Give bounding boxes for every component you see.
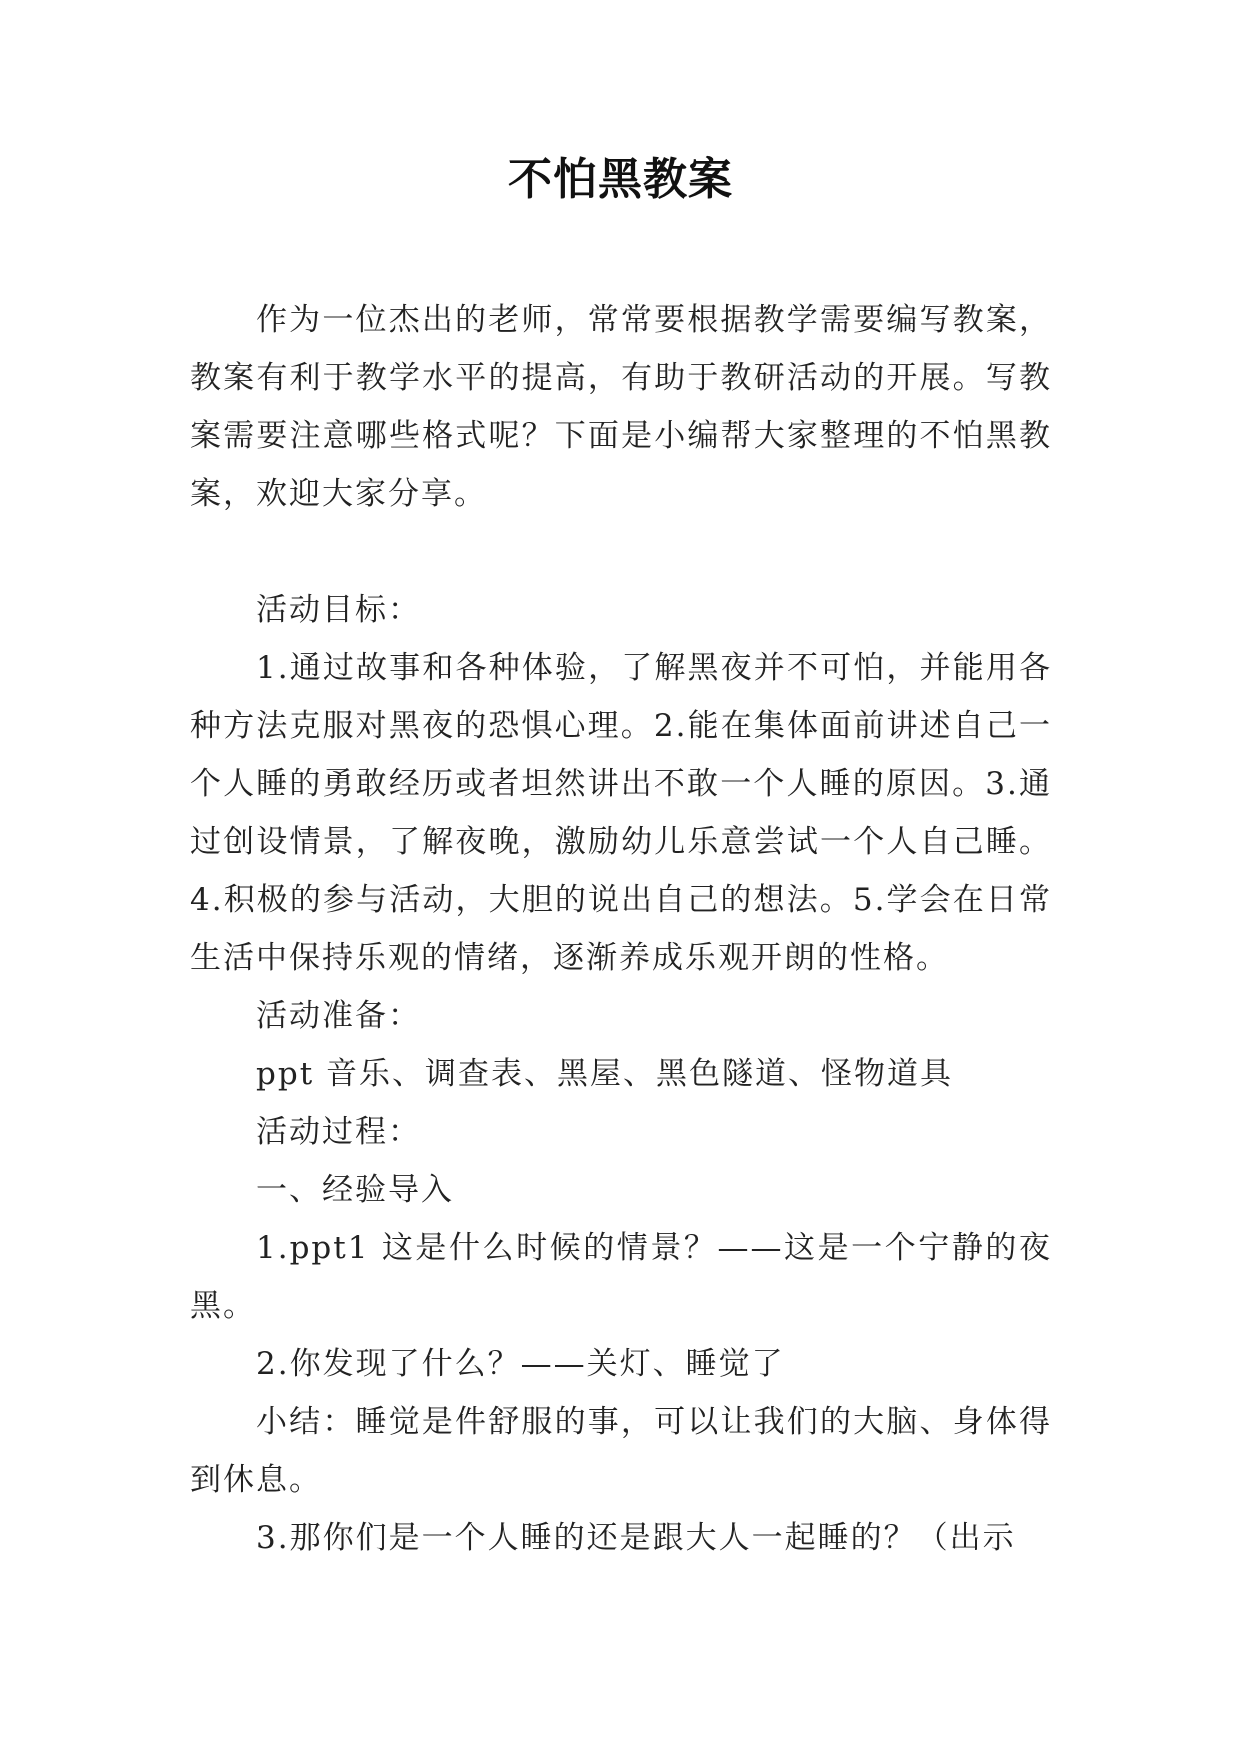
section-heading-goals: 活动目标：	[256, 592, 421, 628]
preparation-paragraph: ppt 音乐、调查表、黑屋、黑色隧道、怪物道具	[256, 1056, 953, 1092]
process-item-3: 3.那你们是一个人睡的还是跟大人一起睡的？（出示	[256, 1520, 1016, 1556]
process-item-2: 2.你发现了什么？——关灯、睡觉了	[256, 1346, 785, 1382]
summary-paragraph: 小结：睡觉是件舒服的事，可以让我们的大脑、身体得到休息。	[190, 1404, 1052, 1498]
paragraph-spacer	[190, 523, 1052, 581]
process-item-1: 1.ppt1 这是什么时候的情景？——这是一个宁静的夜黑。	[190, 1230, 1052, 1324]
document-body	[190, 291, 1052, 1567]
section-heading-preparation: 活动准备：	[256, 998, 421, 1034]
intro-paragraph: 作为一位杰出的老师，常常要根据教学需要编写教案，教案有利于教学水平的提高，有助于教研活动的开展。写教案需要注意哪些格式呢？下面是小编帮大家整理的不怕黑教案，欢迎大家分享。	[190, 302, 1052, 512]
goals-paragraph: 1.通过故事和各种体验，了解黑夜并不可怕，并能用各种方法克服对黑夜的恐惧心理。2.能在集体面前讲述自己一个人睡的勇敢经历或者坦然讲出不敢一个人睡的原因。3.通过创设情景，了解夜晚，激励幼儿乐意尝试一个人自己睡。4.积极的参与活动，大胆的说出自己的想法。5.学会在日常生活中保持乐观的情绪，逐渐养成乐观开朗的性格。	[190, 650, 1052, 976]
section-heading-process: 活动过程：	[256, 1114, 421, 1150]
process-step-heading: 一、经验导入	[256, 1172, 454, 1208]
document-title: 不怕黑教案	[508, 154, 733, 205]
